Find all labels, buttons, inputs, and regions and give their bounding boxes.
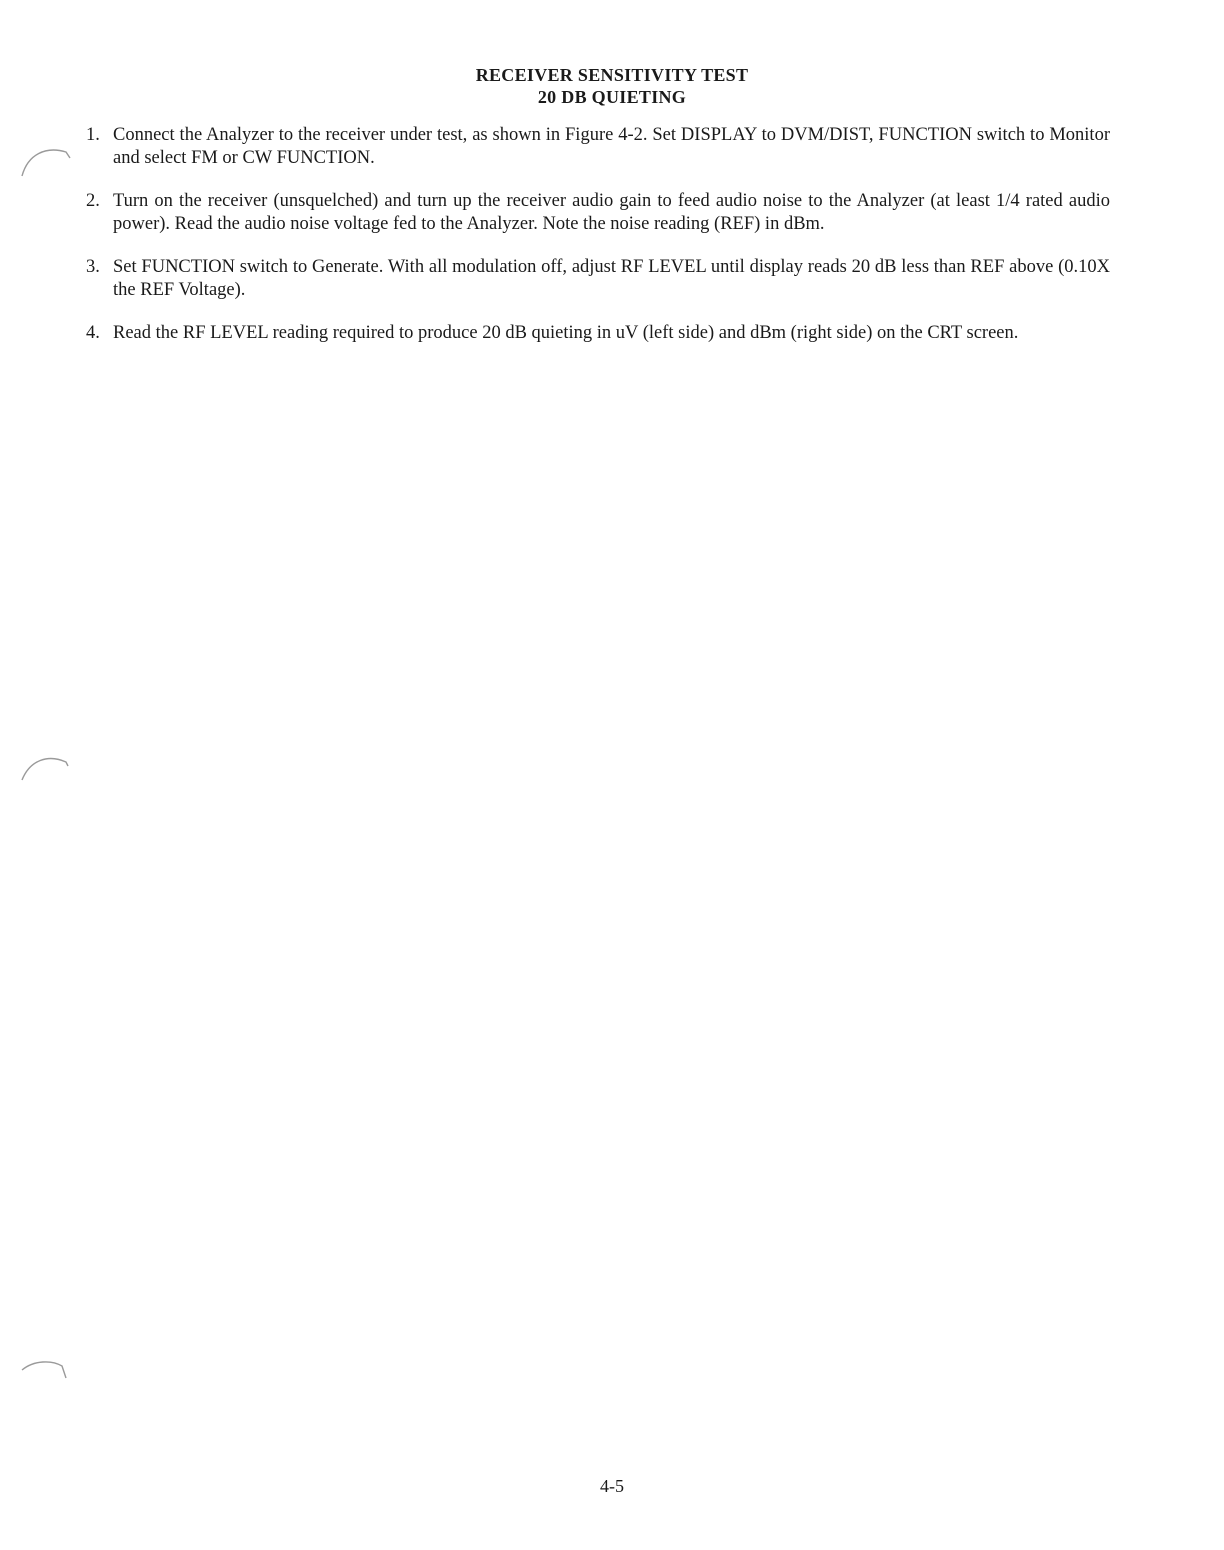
binder-hole-mark-middle [18, 750, 78, 790]
procedure-step-3 [86, 256, 1110, 302]
binder-hole-mark-top [18, 140, 78, 180]
section-title [0, 64, 1224, 108]
step-text: Read the RF LEVEL reading required to produce 20 dB quieting in uV (left side) and dBm (right side) on the CRT screen. [113, 323, 1019, 343]
page-number: 4-5 [600, 1476, 624, 1496]
procedure-step-4 [86, 322, 1110, 345]
step-text: Set FUNCTION switch to Generate. With all modulation off, adjust RF LEVEL until display reads 20 dB less than REF above (0.10X the REF Voltage). [113, 257, 1110, 300]
binder-hole-mark-bottom [18, 1356, 78, 1396]
step-text: Connect the Analyzer to the receiver under test, as shown in Figure 4-2. Set DISPLAY to DVM/DIST, FUNCTION switch to Monitor and select FM or CW FUNCTION. [113, 125, 1110, 168]
title-line-1: RECEIVER SENSITIVITY TEST [475, 65, 749, 85]
procedure-steps [86, 124, 1110, 365]
title-line-2: 20 DB QUIETING [537, 87, 687, 107]
step-number: 4. [86, 323, 100, 343]
step-text: Turn on the receiver (unsquelched) and turn up the receiver audio gain to feed audio noise to the Analyzer (at least 1/4 rated audio power). Read the audio noise voltage fed to the Analyzer. Note the noise reading (REF) in dBm. [113, 191, 1110, 234]
procedure-step-1 [86, 124, 1110, 170]
step-number: 2. [86, 191, 100, 211]
step-number: 1. [86, 125, 100, 145]
procedure-step-2 [86, 190, 1110, 236]
step-number: 3. [86, 257, 100, 277]
